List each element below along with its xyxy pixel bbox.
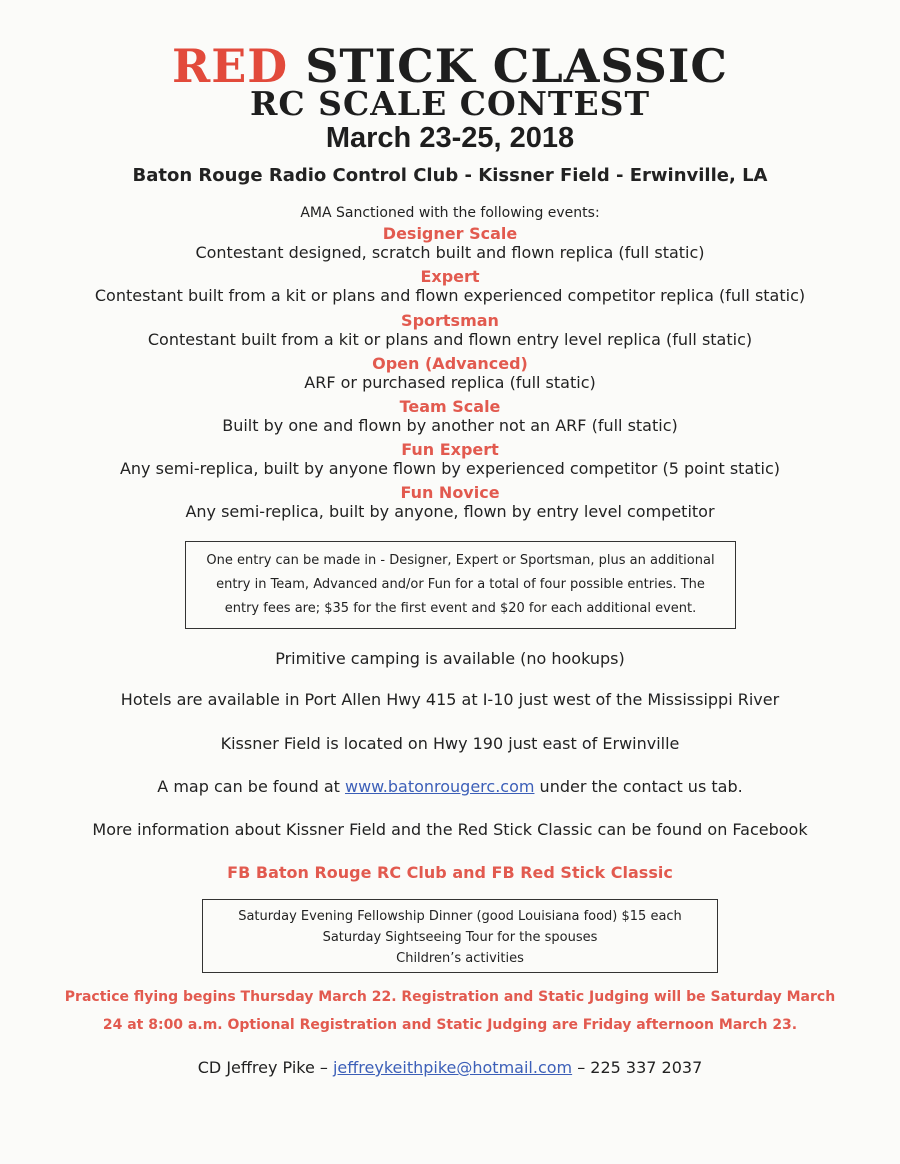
extras-box [202,899,718,973]
club-location: Baton Rouge Radio Control Club - Kissner Field - Erwinville, LA [132,165,768,186]
entry-rules-line: One entry can be made in - Designer, Expert or Sportsman, plus an additional [206,553,715,568]
camping-info: Primitive camping is available (no hookups) [275,649,625,668]
entry-rules-line: entry in Team, Advanced and/or Fun for a total of four possible entries. The [216,577,705,592]
location-info: Kissner Field is located on Hwy 190 just east of Erwinville [220,734,680,753]
extras-line: Saturday Evening Fellowship Dinner (good Louisiana food) $15 each [238,909,682,924]
title-rest: STICK CLASSIC [288,39,728,93]
contact-prefix: CD Jeffrey Pike – [197,1058,333,1077]
title-red-word: RED [172,39,289,93]
contact-line [0,1057,900,1079]
map-suffix: under the contact us tab. [534,777,743,796]
event-desc: Contestant built from a kit or plans and flown experienced competitor replica (full static) [94,286,806,305]
map-prefix: A map can be found at [157,777,345,796]
event-desc: Built by one and flown by another not an ARF (full static) [222,416,678,435]
practice-line: Practice flying begins Thursday March 22. Registration and Static Judging will be Saturday March [64,989,836,1005]
hotel-info: Hotels are available in Port Allen Hwy 415 at I-10 just west of the Mississippi River [120,690,780,709]
website-link[interactable]: www.batonrougerc.com [344,777,535,796]
extras-line: Children’s activities [396,951,524,966]
event-name: Designer Scale [382,224,518,243]
event-desc: Any semi-replica, built by anyone, flown by entry level competitor [185,502,715,521]
event-name: Fun Novice [400,483,500,502]
event-desc: Contestant designed, scratch built and flown replica (full static) [195,243,705,262]
facebook-info: More information about Kissner Field and the Red Stick Classic can be found on Facebook [92,820,808,839]
entry-rules-box [185,541,736,629]
event-desc: ARF or purchased replica (full static) [304,373,596,392]
event-name: Team Scale [399,397,501,416]
event-desc: Contestant built from a kit or plans and flown entry level replica (full static) [147,330,753,349]
entry-rules-line: entry fees are; $35 for the first event and $20 for each additional event. [224,601,697,616]
event-name: Open (Advanced) [372,354,528,373]
event-dates: March 23-25, 2018 [325,122,575,154]
events-intro: AMA Sanctioned with the following events: [300,205,600,221]
contact-suffix: – 225 337 2037 [572,1058,703,1077]
event-name: Expert [420,267,480,286]
subtitle: RC SCALE CONTEST [250,84,650,123]
practice-line: 24 at 8:00 a.m. Optional Registration and Static Judging are Friday afternoon March 23. [102,1017,798,1033]
facebook-pages: FB Baton Rouge RC Club and FB Red Stick Classic [227,863,673,882]
extras-line: Saturday Sightseeing Tour for the spouses [322,930,598,945]
map-info [0,776,900,798]
event-desc: Any semi-replica, built by anyone flown by experienced competitor (5 point static) [119,459,781,478]
event-name: Sportsman [401,311,499,330]
event-name: Fun Expert [401,440,499,459]
email-link[interactable]: jeffreykeithpike@hotmail.com [332,1058,573,1077]
